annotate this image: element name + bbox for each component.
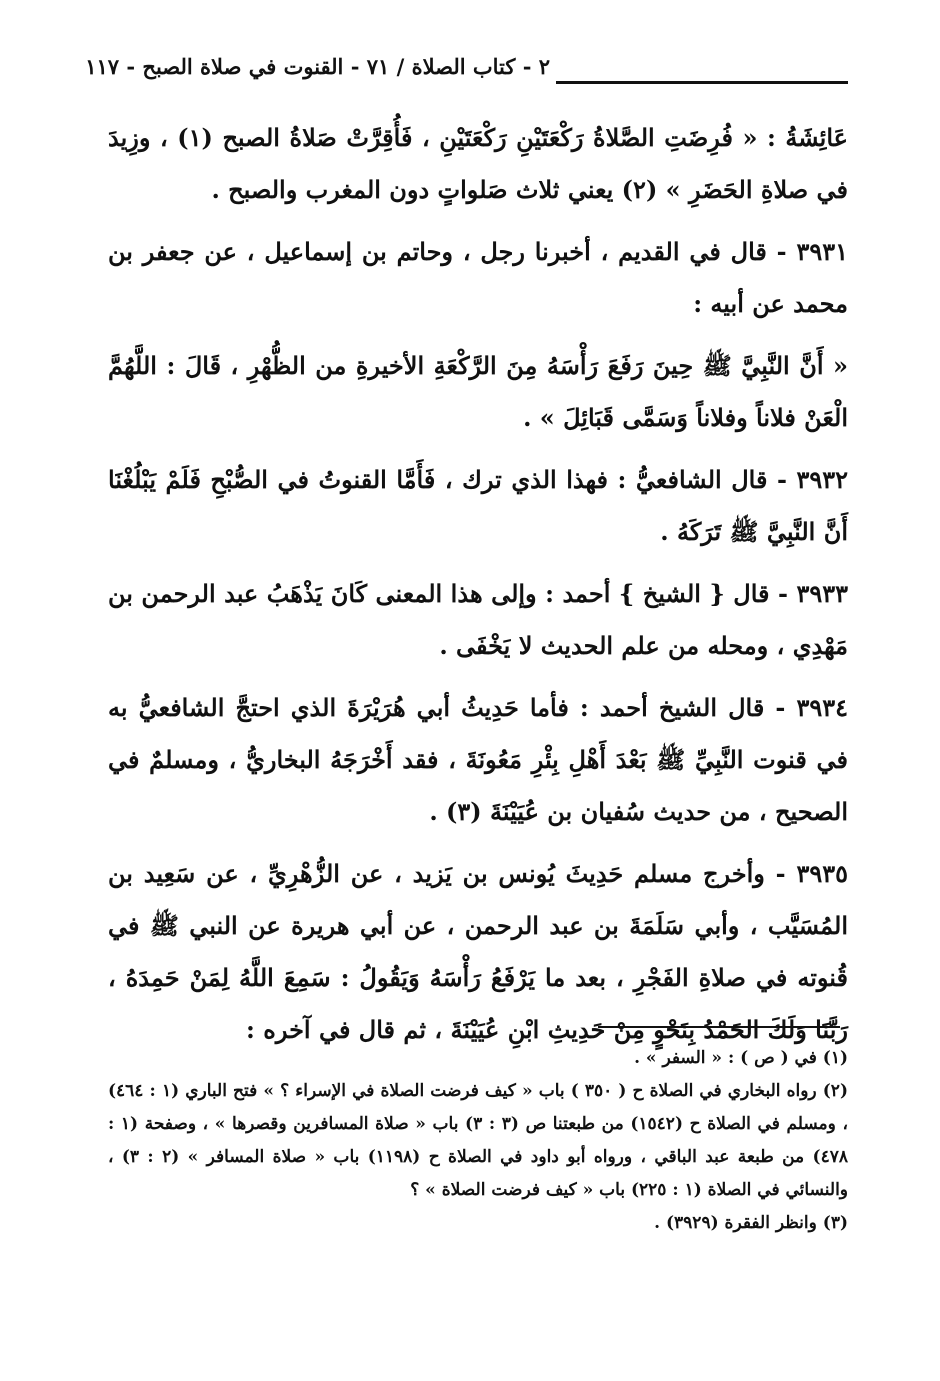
footnotes xyxy=(108,1042,848,1240)
paragraph-3933: ٣٩٣٣ - قال { الشيخ } أحمد : وإلى هذا المعنى كَانَ يَذْهَبُ عبد الرحمن بن مَهْدِي ، ومحله من علم الحديث لا يَخْفَى . xyxy=(108,579,848,660)
main-text xyxy=(108,112,848,1066)
footnote-1: (١) في ( ص ) : « السفر » . xyxy=(634,1048,848,1068)
footnote-2: (٢) رواه البخاري في الصلاة ح ( ٣٥٠ ) باب « كيف فرضت الصلاة في الإسراء ؟ » فتح الباري (١ : ٤٦٤) ، ومسلم في الصلاة ح (١٥٤٢) من طبعتنا ص (٣ : ٣) باب « صلاة المسافرين وقصرها » ، وصفحة (١ : ٤٧٨) من طبعة عبد الباقي ، ورواه أبو داود في الصلاة ح (١١٩٨) باب « صلاة المسافر » (٢ : ٣) ، والنسائي في الصلاة (١ : ٢٢٥) باب « كيف فرضت الصلاة » ؟ xyxy=(108,1081,848,1200)
paragraph-intro: عَائِشَةُ : « فُرِضَتِ الصَّلاةُ رَكْعَتَيْنِ رَكْعَتَيْنِ ، فَأُقِرَّتْ صَلاةُ الصبح (١) ، وزِيدَ في صلاةِ الحَضَرِ » (٢) يعني ثلاث صَلواتٍ دون المغرب والصبح . xyxy=(108,123,848,204)
paragraph-3932: ٣٩٣٢ - قال الشافعيُّ : فهذا الذي ترك ، فَأَمَّا القنوتُ في الصُّبْحِ فَلَمْ يَبْلُغْنَا أَنَّ النَّبِيَّ ﷺ تَرَكَهُ . xyxy=(108,465,849,546)
paragraph-3934: ٣٩٣٤ - قال الشيخ أحمد : فأما حَدِيثُ أبي هُرَيْرَةَ الذي احتجَّ الشافعيُّ به في قنوت النَّبِيِّ ﷺ بَعْدَ أَهْلِ بِئْرِ مَعُونَةَ ، فقد أَخْرَجَهُ البخاريُّ ، ومسلمٌ في الصحيح ، من حديث سُفيان بن عُيَيْنَةَ (٣) . xyxy=(108,693,848,826)
running-head: ٢ - كتاب الصلاة / ٧١ - القنوت في صلاة الصبح - ١١٧ xyxy=(85,54,550,79)
footnote-rule xyxy=(598,1026,840,1028)
paragraph-3931: ٣٩٣١ - قال في القديم ، أخبرنا رجل ، وحاتم بن إسماعيل ، عن جعفر بن محمد عن أبيه : xyxy=(108,237,848,318)
paragraph-3935: ٣٩٣٥ - وأخرج مسلم حَدِيثَ يُونس بن يَزيد ، عن الزُّهْرِيِّ ، عن سَعِيد بن المُسَيَّب ، وأبي سَلَمَةَ بن عبد الرحمن ، عن أبي هريرة عن النبي ﷺ في قُنوته في صلاةِ الفَجْرِ ، بعد ما يَرْفَعُ رَأْسَهُ وَيَقُولُ : سَمِعَ اللَّهُ لِمَنْ حَمِدَهُ ، رَبَّنَا وَلَكَ الحَمْدُ بِنَحْوٍ مِنْ حَدِيثِ ابْنِ عُيَيْنَةَ ، ثم قال في آخره : xyxy=(108,859,848,1044)
paragraph-hadith-quote: « أَنَّ النَّبِيَّ ﷺ حِينَ رَفَعَ رَأْسَهُ مِنَ الرَّكْعَةِ الأخيرةِ من الظُّهْرِ ، قَالَ : اللَّهُمَّ الْعَنْ فلاناً وفلاناً وَسَمَّى قَبَائِلَ » . xyxy=(108,351,848,432)
header-rule xyxy=(556,81,848,84)
footnote-3: (٣) وانظر الفقرة (٣٩٢٩) . xyxy=(654,1213,848,1233)
